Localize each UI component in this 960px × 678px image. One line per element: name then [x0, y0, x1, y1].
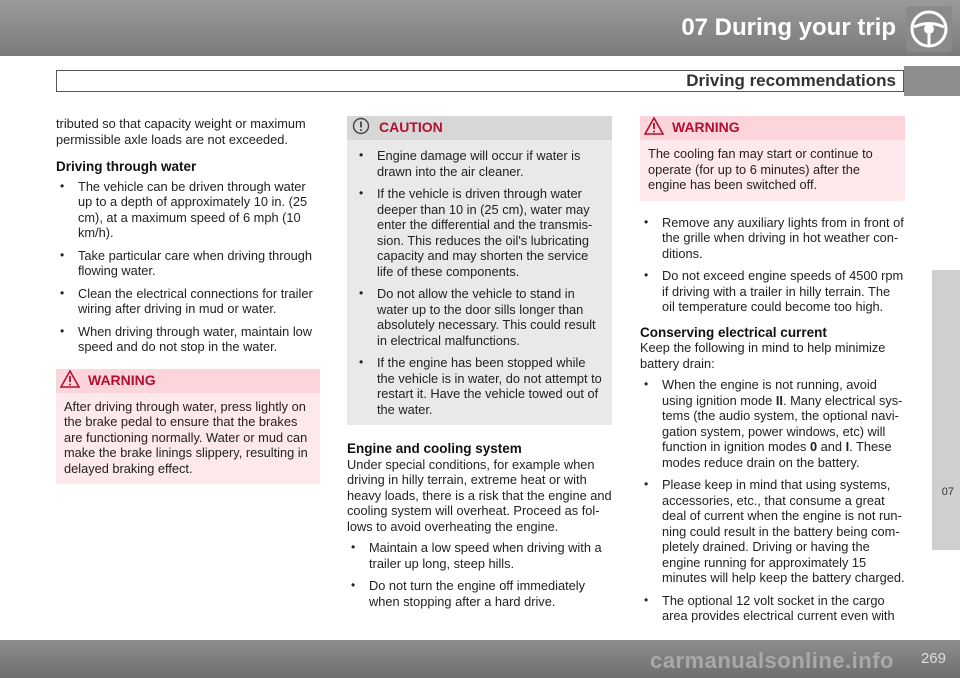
bullet: • [359, 186, 364, 200]
bullet: • [351, 540, 356, 554]
list-item: • Clean the electrical connections for trailer wiring after driving in mud or water. [60, 285, 313, 316]
bullet: • [359, 355, 364, 369]
intro-text: tributed so that capacity weight or maximum permissible axle loads are not exceeded. [56, 116, 306, 147]
list-item: • Engine damage will occur if water is drawn into the air cleaner. [359, 148, 581, 179]
list-item: • When driving through water, maintain low speed and do not stop in the water. [60, 323, 313, 354]
list-item: • If the engine has been stopped while the vehicle is in water, do not attempt to restart it. Have the vehicle towed out of the water. [359, 355, 602, 417]
caution-title: CAUTION [379, 119, 443, 136]
caution-box [347, 116, 612, 425]
bullet: • [60, 323, 65, 338]
warning-triangle-icon [640, 117, 668, 139]
bullet: • [60, 285, 65, 300]
column-2 [347, 116, 612, 616]
ignition-mode-ii: II [775, 392, 783, 408]
bullet: • [359, 286, 364, 300]
caution-bullets [355, 148, 604, 417]
conserving-text: Keep the following in mind to help minimize battery drain: [640, 340, 886, 371]
list-item: • Do not exceed engine speeds of 4500 rpm if driving with a trailer in hilly terrain. The oil temperature could become too high. [644, 268, 904, 314]
watermark: carmanualsonline.info [650, 648, 894, 673]
section-title: Driving recommendations [686, 71, 896, 90]
section-tab [904, 66, 960, 96]
bullet: • [644, 268, 649, 282]
bullet: • [60, 247, 65, 262]
chapter-title: 07 During your trip [681, 14, 896, 41]
list-item: • When the engine is not running, avoid using ignition mode II. Many electrical systems (the audio system, the optional navigation system, power windows, etc) will function in ignition modes 0 and I. These modes reduce drain on the battery. [644, 377, 903, 470]
warning-title: WARNING [88, 371, 156, 388]
list-item: • The vehicle can be driven through water up to a depth of approximately 10 in. (25 cm), at a maximum speed of 6 mph (10 km/h). [60, 178, 308, 240]
list-item: • Maintain a low speed when driving with a trailer up long, steep hills. [351, 540, 602, 571]
list-item: • Do not allow the vehicle to stand in water up to the door sills longer than absolutely necessary. This could result in electrical malfunctions. [359, 286, 596, 348]
bullet: • [351, 578, 356, 592]
bullet: • [60, 178, 65, 193]
list-item: • Remove any auxiliary lights from in front of the grille when driving in hot weather conditions. [644, 214, 904, 261]
list-item: • Take particular care when driving through flowing water. [60, 247, 313, 278]
warning-text: After driving through water, press lightly on the brake pedal to ensure that the brakes are functioning normally. Water or mud can make the brake linings slippery, resulting in delayed braking effect. [56, 393, 320, 485]
bullet: • [644, 377, 649, 391]
warning-box-water [56, 369, 320, 485]
heading-engine-cooling: Engine and cooling system [347, 441, 522, 456]
battery-bullets [640, 377, 905, 624]
chapter-side-tab-number: 07 [941, 486, 954, 498]
bullet: • [644, 592, 649, 607]
chapter-side-tab [932, 270, 960, 550]
ignition-mode-0: 0 [809, 439, 818, 454]
column-3 [640, 116, 905, 631]
bullet: • [644, 477, 649, 491]
warning-text: The cooling fan may start or continue to operate (for up to 6 minutes) after the engine has been switched off. [640, 140, 905, 201]
list-item: • Please keep in mind that using systems, accessories, etc., that consume a great deal of current when the engine is not running could result in the battery being completely drained. Driving or having the engine running for approximately 15 minutes will help keep the battery charged. [644, 477, 905, 585]
bullet: • [644, 214, 649, 229]
column-1 [56, 116, 320, 484]
engine-cooling-text: Under special conditions, for example when driving in hilly terrain, extreme heat or with heavy loads, there is a risk that the engine and cooling system will overheat. Proceed as follows to avoid overheating the engine. [347, 456, 612, 534]
caution-exclamation-icon [347, 117, 375, 139]
warning-title: WARNING [672, 119, 740, 136]
bullet: • [359, 148, 364, 162]
fan-bullets [640, 215, 905, 315]
warning-box-fan [640, 116, 905, 201]
warning-triangle-icon [56, 370, 84, 392]
heading-conserving-current: Conserving electrical current [640, 324, 827, 340]
water-bullets [56, 179, 320, 355]
list-item: • If the vehicle is driven through water deeper than 10 in (25 cm), water may enter the differential and the transmission. This reduces the oil's lubricating capacity and may shorten the service life of these components. [359, 186, 593, 279]
engine-bullets [347, 540, 612, 609]
list-item: • Do not turn the engine off immediately when stopping after a hard drive. [351, 578, 586, 609]
heading-driving-through-water: Driving through water [56, 159, 197, 174]
ignition-mode-i: I [845, 439, 850, 454]
list-item: • The optional 12 volt socket in the cargo area provides electrical current even with [644, 592, 895, 623]
steering-wheel-icon [906, 6, 952, 52]
page-number: 269 [920, 650, 946, 667]
